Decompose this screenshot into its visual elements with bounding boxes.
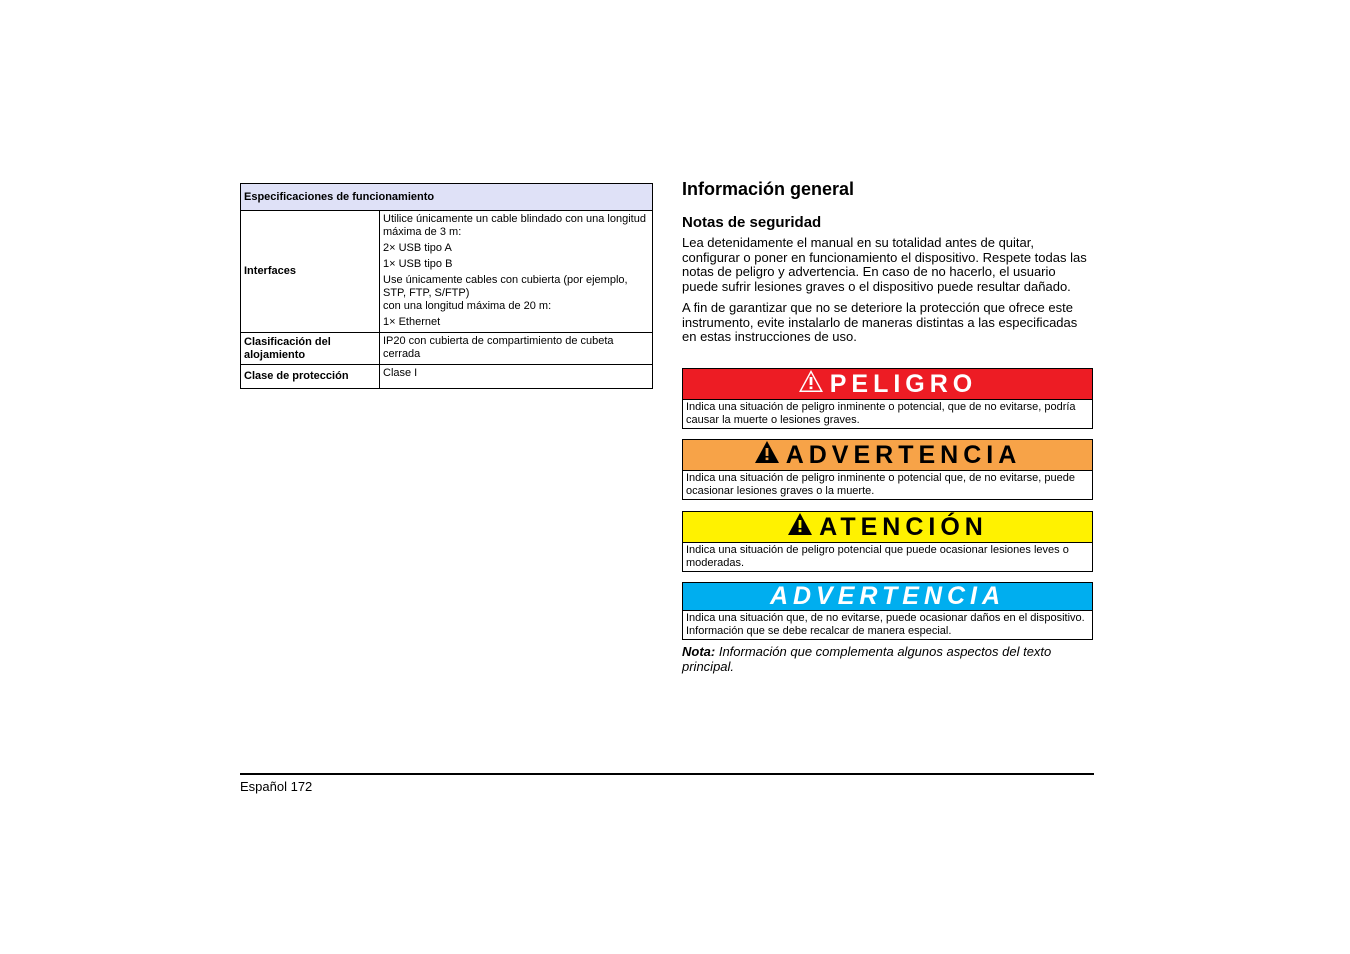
table-row: [241, 211, 653, 333]
value-line: Utilice únicamente un cable blindado con una longitud máxima de 3 m:: [383, 213, 646, 238]
value-line: 2× USB tipo A: [383, 242, 452, 254]
general-information-section: [682, 178, 1094, 352]
value-line: 1× Ethernet: [383, 316, 441, 328]
paragraph: A fin de garantizar que no se deteriore la protección que ofrece este instrumento, evite instalarlo de maneras distintas a las especificadas en estas instrucciones de uso.: [682, 300, 1078, 344]
warning-triangle-icon: [754, 440, 780, 471]
notice-title: PELIGRO: [829, 369, 978, 398]
notice-title: ADVERTENCIA: [785, 440, 1022, 469]
danger-notice: [682, 368, 1093, 429]
table-row: [241, 365, 653, 389]
value-line: IP20 con cubierta de compartimiento de cubeta cerrada: [383, 335, 614, 360]
specifications-table: [240, 183, 653, 389]
notice-header: [683, 583, 1092, 611]
table-header: Especificaciones de funcionamiento: [241, 184, 653, 211]
value-line: Clase I: [383, 367, 418, 379]
row-label: Interfaces: [241, 211, 380, 333]
warning-triangle-icon: [787, 512, 813, 543]
notice-header: [683, 440, 1092, 471]
value-line: 1× USB tipo B: [383, 258, 453, 270]
note-text: Información que complementa algunos aspectos del texto principal.: [682, 644, 1052, 674]
notice-text: Indica una situación de peligro inminente o potencial que, de no evitarse, puede ocasionar lesiones graves o la muerte.: [686, 472, 1075, 497]
section-title: Información general: [682, 179, 855, 199]
notice-text: Indica una situación de peligro potencial que puede ocasionar lesiones leves o moderadas.: [686, 544, 1069, 569]
footer-divider: [240, 773, 1094, 775]
notice-header: [683, 369, 1092, 400]
notice-header: [683, 512, 1092, 543]
value-line: Use únicamente cables con cubierta (por ejemplo, STP, FTP, S/FTP) con una longitud máxima de 20 m:: [383, 274, 628, 312]
note-label: Nota:: [682, 644, 716, 659]
row-value: [380, 333, 653, 365]
notice-text: Indica una situación que, de no evitarse, puede ocasionar daños en el dispositivo. Información que se debe recalcar de manera especial.: [686, 612, 1085, 637]
row-value: [380, 365, 653, 389]
paragraph: Lea detenidamente el manual en su totalidad antes de quitar, configurar o poner en funcionamiento el dispositivo. Respete todas las notas de peligro y advertencia. En caso de no hacerlo, el usuario puede sufrir lesiones graves o el dispositivo puede resultar dañado.: [682, 235, 1087, 294]
row-value: [380, 211, 653, 333]
caution-notice: [682, 511, 1093, 572]
warning-triangle-icon: [798, 369, 824, 400]
row-label: Clase de protección: [241, 365, 380, 389]
note: [682, 645, 1094, 674]
notice-text: Indica una situación de peligro inminente o potencial, que de no evitarse, podría causar la muerte o lesiones graves.: [686, 401, 1076, 426]
notice-title: ADVERTENCIA: [769, 582, 1006, 610]
section-subtitle: Notas de seguridad: [682, 214, 822, 231]
warning-notice: [682, 439, 1093, 500]
table-row: [241, 333, 653, 365]
row-label: Clasificación del alojamiento: [241, 333, 380, 365]
notice-title: ATENCIÓN: [819, 512, 988, 541]
page-footer: Español 172: [240, 779, 313, 794]
notice-box: [682, 582, 1093, 640]
